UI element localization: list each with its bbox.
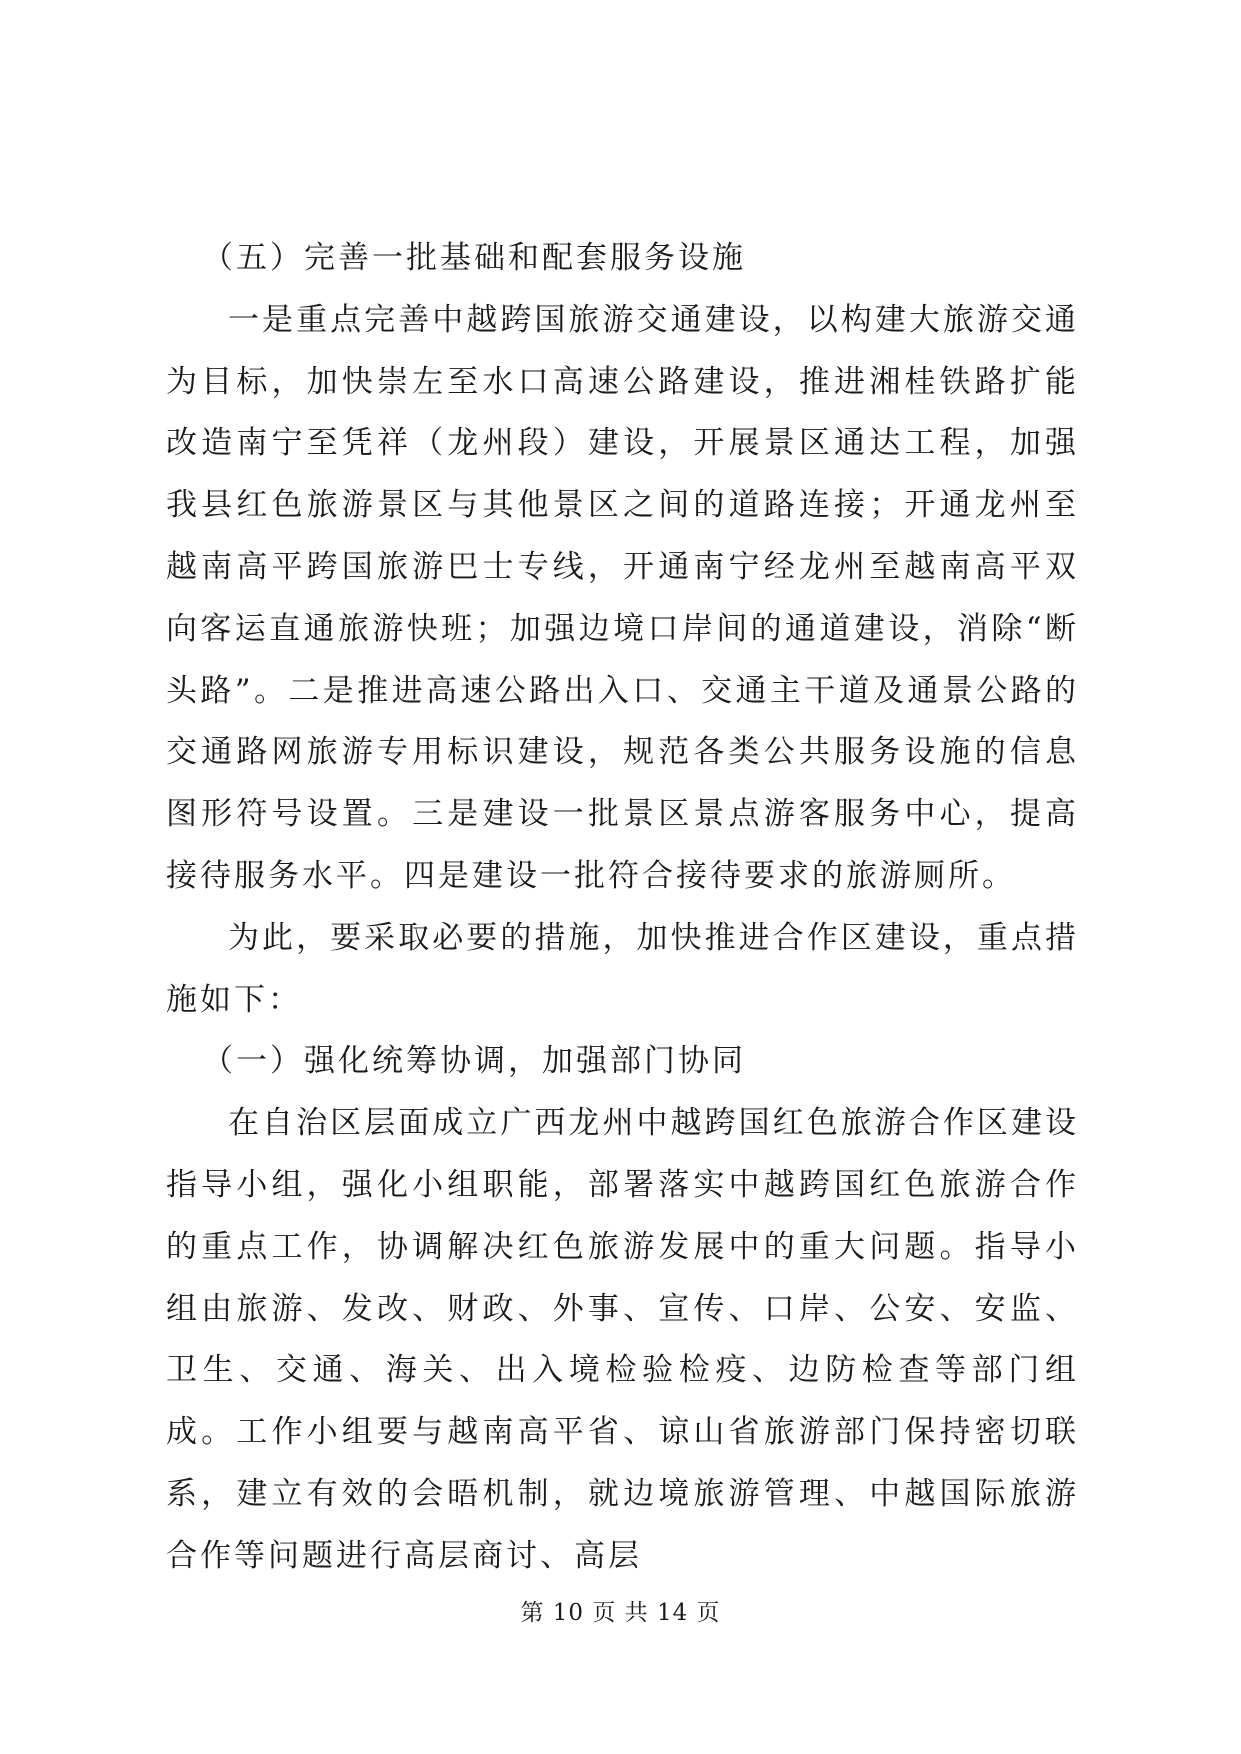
paragraph-coordination: 在自治区层面成立广西龙州中越跨国红色旅游合作区建设指导小组，强化小组职能，部署落实中越跨国红色旅游合作的重点工作，协调解决红色旅游发展中的重大问题。指导小组由旅游、发改、财政、外事、宣传、口岸、公安、安监、卫生、交通、海关、出入境检验检疫、边防检查等部门组成。工作小组要与越南高平省、谅山省旅游部门保持密切联系，建立有效的会晤机制，就边境旅游管理、中越国际旅游合作等问题进行高层商讨、高层 bbox=[166, 1105, 1079, 1574]
section-heading-1: （一）强化统筹协调，加强部门协同 bbox=[202, 1043, 746, 1080]
paragraph-infrastructure: 一是重点完善中越跨国旅游交通建设，以构建大旅游交通为目标，加快崇左至水口高速公路建设，推进湘桂铁路扩能改造南宁至凭祥（龙州段）建设，开展景区通达工程，加强我县红色旅游景区与其他景区之间的道路连接；开通龙州至越南高平跨国旅游巴士专线，开通南宁经龙州至越南高平双向客运直通旅游快班；加强边境口岸间的通道建设，消除“断头路”。二是推进高速公路出入口、交通主干道及通景公路的交通路网旅游专用标识建设，规范各类公共服务设施的信息图形符号设置。三是建设一批景区景点游客服务中心，提高接待服务水平。四是建设一批符合接待要求的旅游厕所。 bbox=[166, 301, 1079, 894]
document-body bbox=[166, 228, 1079, 1588]
paragraph-measures-intro: 为此，要采取必要的措施，加快推进合作区建设，重点措施如下： bbox=[166, 919, 1079, 1018]
page-number-footer: 第 10 页 共 14 页 bbox=[520, 1600, 721, 1626]
section-heading-5: （五）完善一批基础和配套服务设施 bbox=[202, 240, 746, 276]
